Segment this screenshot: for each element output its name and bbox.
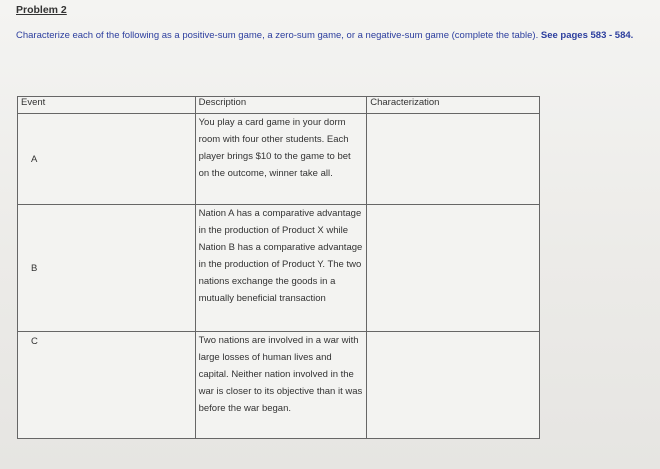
header-description: Description: [195, 97, 367, 114]
event-label: B: [31, 262, 38, 274]
event-cell: [18, 205, 196, 332]
table-row: [18, 114, 540, 205]
problem-instructions: [16, 28, 656, 43]
header-event: Event: [18, 97, 196, 114]
characterization-cell[interactable]: [367, 332, 540, 439]
instructions-text: Characterize each of the following as a positive-sum game, a zero-sum game, or a negative-sum game (complete the table).: [16, 30, 539, 41]
game-table: [17, 96, 540, 439]
description-cell: You play a card game in your dorm room with four other students. Each player brings $10 to the game to bet on the outcome, winner take all.: [195, 114, 367, 205]
table-row: [18, 332, 540, 439]
event-label: C: [31, 336, 38, 347]
description-cell: Two nations are involved in a war with large losses of human lives and capital. Neither nation involved in the war is closer to its objective than it was before the war began.: [195, 332, 367, 439]
header-characterization: Characterization: [367, 97, 540, 114]
characterization-cell[interactable]: [367, 114, 540, 205]
table-header-row: [18, 97, 540, 114]
characterization-cell[interactable]: [367, 205, 540, 332]
event-label: A: [31, 153, 38, 165]
problem-title: Problem 2: [16, 4, 67, 16]
event-cell: [18, 332, 196, 439]
table-row: [18, 205, 540, 332]
description-cell: Nation A has a comparative advantage in the production of Product X while Nation B has a comparative advantage in the production of Product Y. The two nations exchange the goods in a mutually beneficial transaction: [195, 205, 367, 332]
event-cell: [18, 114, 196, 205]
page-reference: See pages 583 - 584.: [540, 30, 634, 41]
